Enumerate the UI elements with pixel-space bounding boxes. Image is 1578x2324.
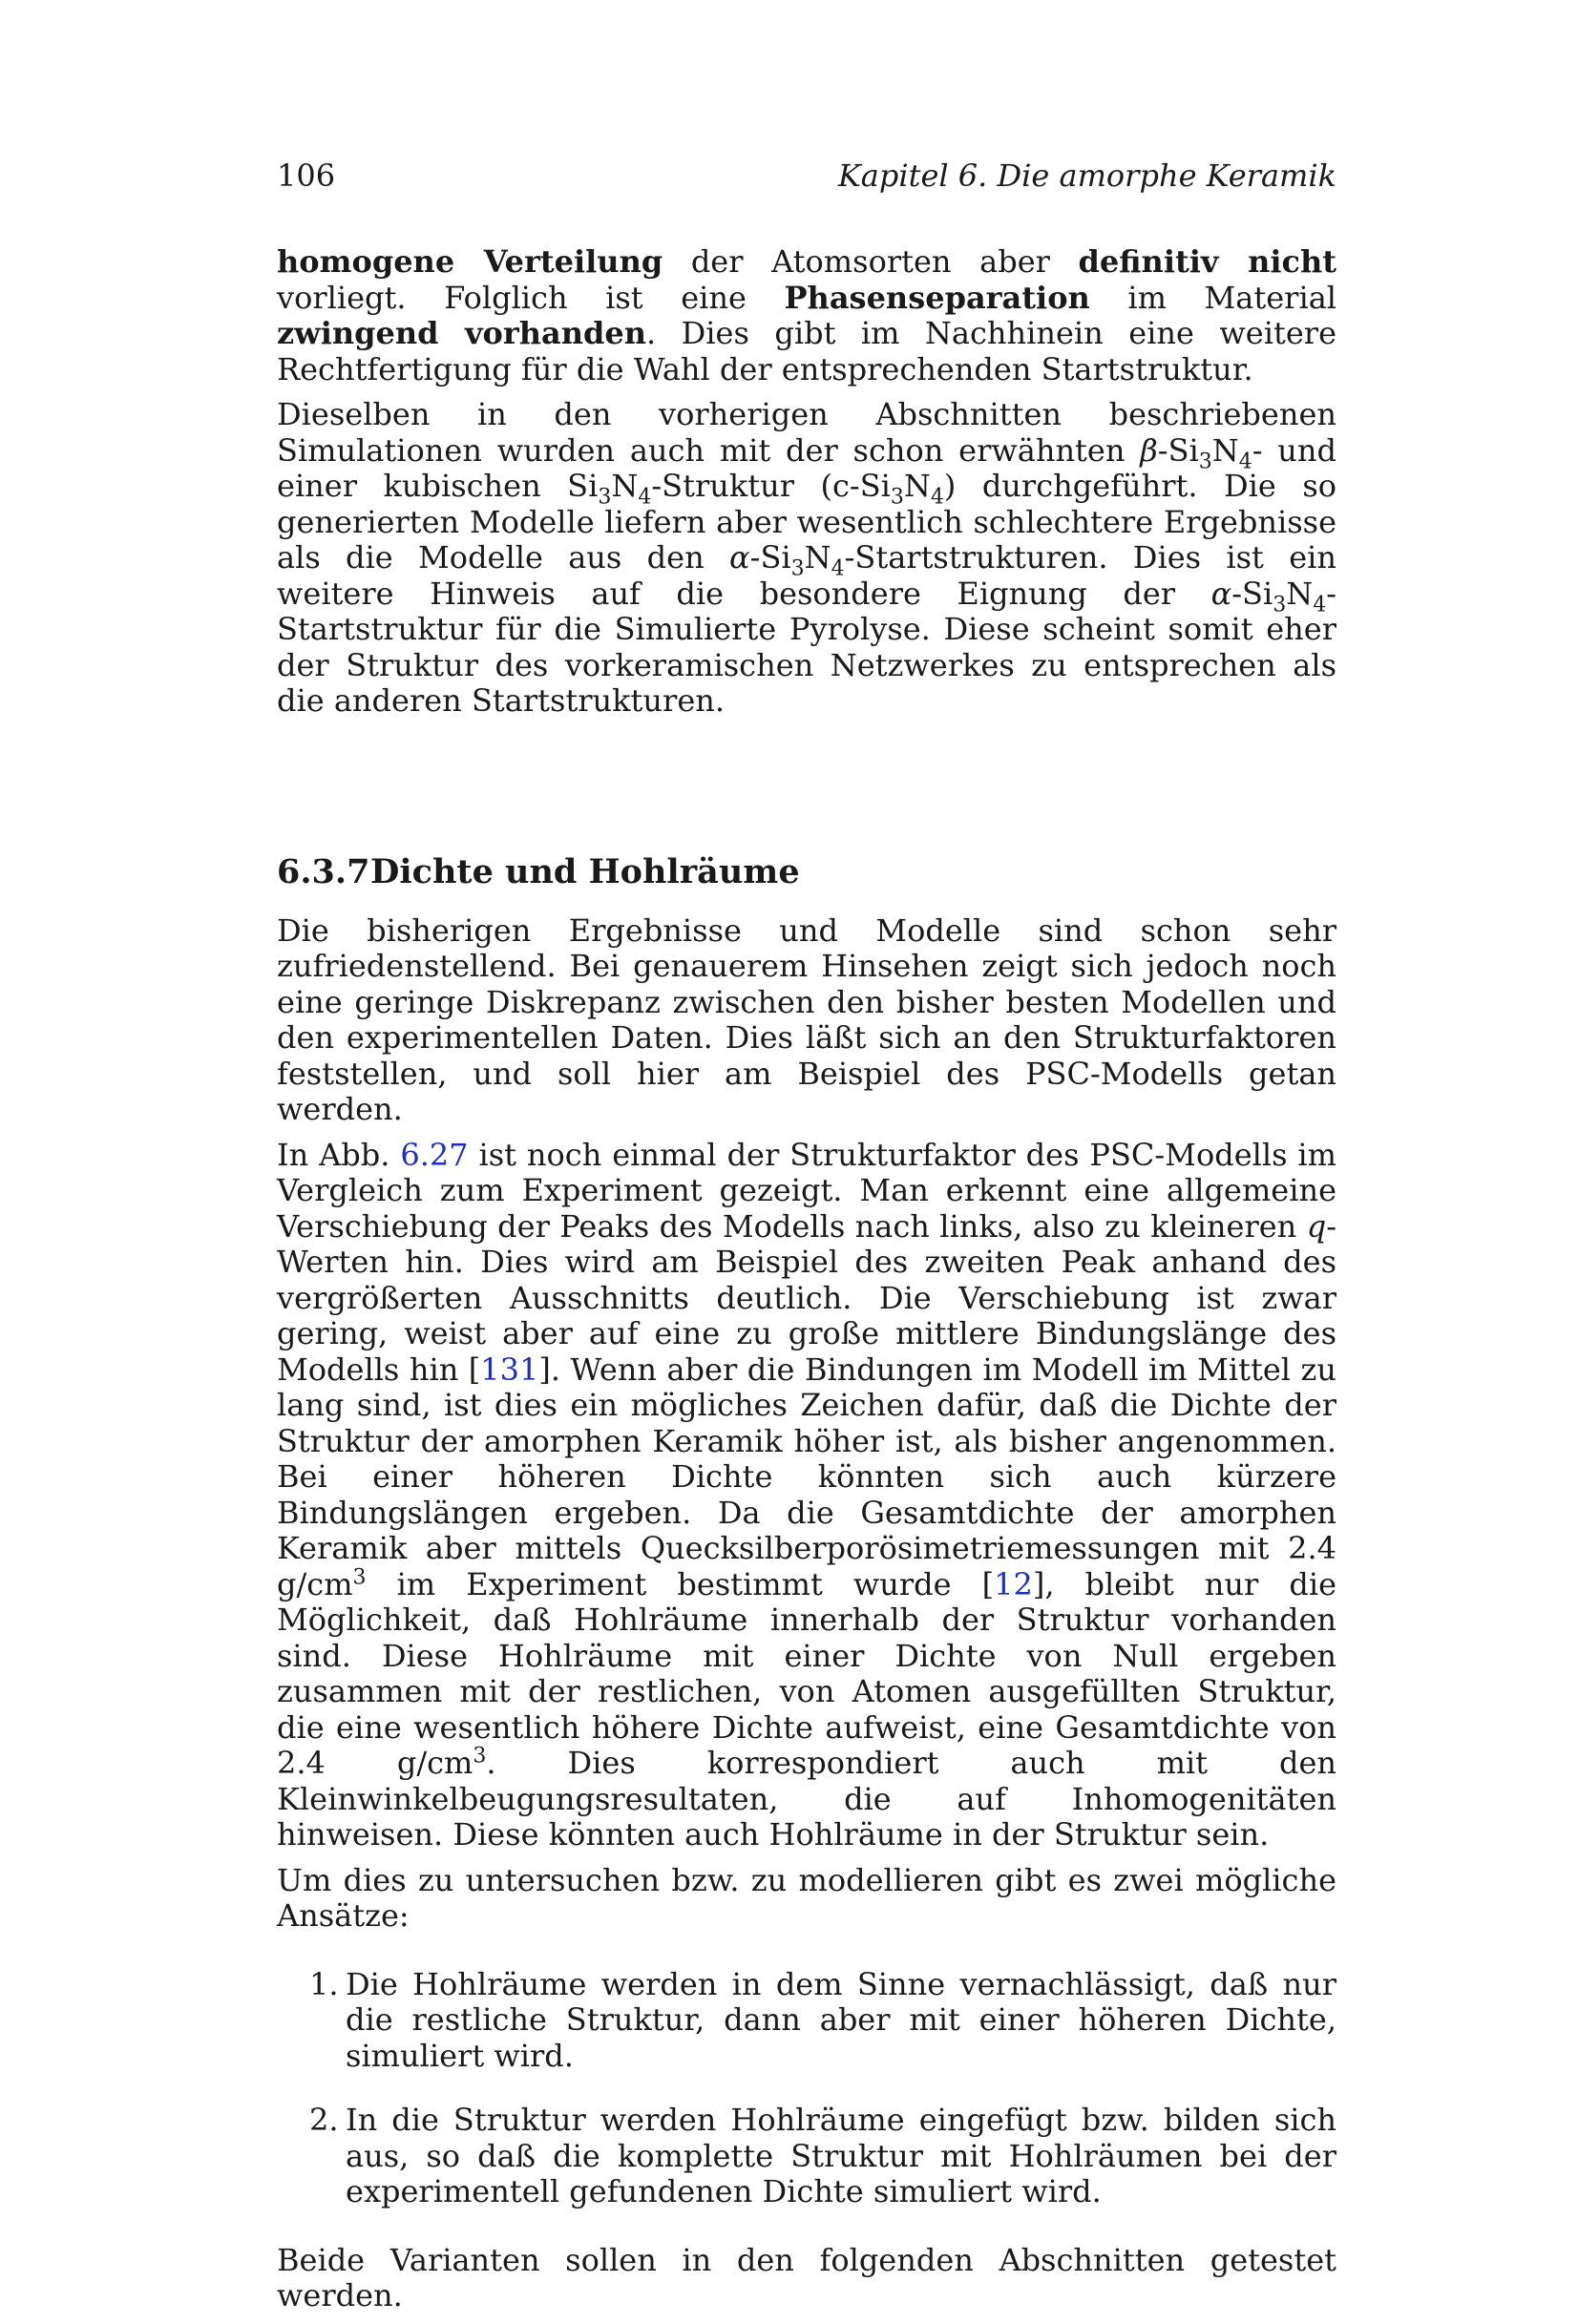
list-item-number: 1. <box>309 1965 339 2002</box>
figure-reference-link[interactable]: 6.27 <box>400 1136 469 1173</box>
paragraph-2 <box>277 397 1336 720</box>
paragraph-3: Die bisherigen Ergebnisse und Modelle sind schon sehr zufriedenstellend. Bei genauerem Hinsehen zeigt sich jedoch noch eine geringe Diskrepanz zwischen den bisher besten Modellen und den experimentellen Daten. Dies läßt sich an den Strukturfaktoren feststellen, und soll hier am Beispiel des PSC-Modells getan werden. <box>277 911 1336 1127</box>
list-item-number: 2. <box>309 2102 339 2138</box>
subscript: 3 <box>790 556 805 581</box>
text-run: N <box>804 539 831 576</box>
text-run: ]. Wenn aber die Bindungen im Modell im Mittel zu lang sind, ist dies ein mögliches Zeichen dafür, daß die Dichte der Struktur der amorphen Keramik höher ist, als bisher angenommen. Bei einer höheren Dichte könnten sich auch kürzere Bindungslängen ergeben. Da die Gesamtdichte der amorphen Keramik aber mittels Quecksilberporösimetriemessungen mit 2.4 g/cm <box>277 1350 1337 1602</box>
subscript: 4 <box>1238 449 1252 473</box>
text-run: -Si <box>749 539 791 576</box>
text-run: vorliegt. Folglich ist eine <box>277 279 785 316</box>
text-run: der Atomsorten aber <box>663 243 1079 280</box>
superscript: 3 <box>473 1744 487 1769</box>
text-run: -Startstruktur für die Simulierte Pyrolyse. Diese scheint somit eher der Struktur des vorkeramischen Netzwerkes zu entsprechen als die anderen Startstrukturen. <box>277 575 1336 719</box>
text-run: In Abb. <box>277 1136 401 1173</box>
list-item <box>277 1967 1336 2075</box>
text-run: N <box>611 468 639 504</box>
subscript: 3 <box>1198 449 1212 473</box>
greek-symbol: α <box>729 539 750 576</box>
text-run: . Dies gibt im Nachhinein eine weitere Rechtfertigung für die Wahl der entsprechenden Startstruktur. <box>277 315 1337 387</box>
paragraph-4 <box>277 1138 1336 1853</box>
running-title: Kapitel 6. Die amorphe Keramik <box>837 157 1336 194</box>
subscript: 3 <box>890 485 904 510</box>
section-number: 6.3.7 <box>277 851 370 891</box>
citation-link[interactable]: 131 <box>480 1350 539 1388</box>
text-run: ist noch einmal der Strukturfaktor des PSC-Modells im Vergleich zum Experiment gezeigt. Man erkennt eine allgemeine Verschiebung der Peaks des Modells nach links, also zu kleineren <box>277 1136 1337 1245</box>
text-run: -Si <box>1157 431 1199 469</box>
text-run: Dieselben in den vorherigen Abschnitten beschriebenen Simulationen wurden auch mit der schon erwähnten <box>277 396 1336 469</box>
subscript: 4 <box>638 485 652 510</box>
greek-symbol: β <box>1140 431 1158 469</box>
text-run: -Struktur (c-Si <box>651 468 891 504</box>
subscript: 4 <box>1313 592 1327 617</box>
superscript: 3 <box>352 1564 367 1589</box>
paragraph-5: Um dies zu untersuchen bzw. zu modellieren gibt es zwei mögliche Ansätze: <box>277 1861 1336 1934</box>
list-item-text: Die Hohlräume werden in dem Sinne vernachlässigt, daß nur die restliche Struktur, dann aber mit einer höheren Dichte, simuliert wird. <box>346 1965 1336 2074</box>
page-number: 106 <box>277 157 336 194</box>
paragraph-6: Beide Varianten sollen in den folgenden Abschnitten getestet werden. <box>277 2241 1336 2314</box>
text-run: -Si <box>1231 575 1273 612</box>
text-run: N <box>903 468 931 504</box>
math-variable: q <box>1306 1207 1327 1245</box>
text-run: N <box>1211 431 1239 469</box>
bold-term: homogene Verteilung <box>277 243 663 280</box>
greek-symbol: α <box>1210 575 1232 612</box>
citation-link[interactable]: 12 <box>994 1565 1033 1602</box>
bold-term: definitiv nicht <box>1078 243 1337 280</box>
text-run: -Werten hin. Dies wird am Beispiel des zweiten Peak anhand des vergrößerten Ausschnitts deutlich. Die Verschiebung ist zwar gering, weist aber auf eine zu große mittlere Bindungslänge des Modells hin [ <box>277 1207 1336 1388</box>
subscript: 4 <box>831 556 845 581</box>
section-heading <box>277 852 1336 892</box>
bold-term: Phasenseparation <box>784 279 1090 316</box>
text-run: ], bleibt nur die Möglichkeit, daß Hohlräume innerhalb der Struktur vorhanden sind. Diese Hohlräume mit einer Dichte von Null ergeben zusammen mit der restlichen, von Atomen ausgefüllten Struktur, die eine wesentlich höhere Dichte aufweist, eine Gesamtdichte von 2.4 g/cm <box>277 1565 1337 1781</box>
text-run: ) durchgeführt. Die so generierten Modelle liefern aber wesentlich schlechtere Ergebnisse als die Modelle aus den <box>277 468 1337 576</box>
text-run: im Material <box>1089 279 1336 316</box>
page-body <box>277 244 1336 2324</box>
section-title: Dichte und Hohlräume <box>370 851 800 891</box>
paragraph-1 <box>277 244 1336 387</box>
list-item <box>277 2103 1336 2210</box>
text-run: -Startstrukturen. Dies ist ein weitere Hinweis auf die besondere Eignung der <box>277 539 1337 612</box>
bold-term: zwingend vorhanden <box>277 315 647 351</box>
subscript: 3 <box>598 485 612 510</box>
list-item-text: In die Struktur werden Hohlräume eingefügt bzw. bilden sich aus, so daß die komplette Struktur mit Hohlräumen bei der experimentell gefundenen Dichte simuliert wird. <box>346 2102 1336 2209</box>
text-run: . Dies korrespondiert auch mit den Kleinwinkelbeugungsresultaten, die auf Inhomogenitäten hinweisen. Diese könnten auch Hohlräume in der Struktur sein. <box>277 1745 1337 1853</box>
subscript: 4 <box>930 485 944 510</box>
text-run: N <box>1286 575 1314 612</box>
subscript: 3 <box>1273 592 1287 617</box>
page-header <box>277 157 1336 195</box>
text-run: im Experiment bestimmt wurde [ <box>366 1565 995 1602</box>
text-run: - und einer kubischen Si <box>277 431 1337 504</box>
numbered-list <box>277 1967 1336 2210</box>
